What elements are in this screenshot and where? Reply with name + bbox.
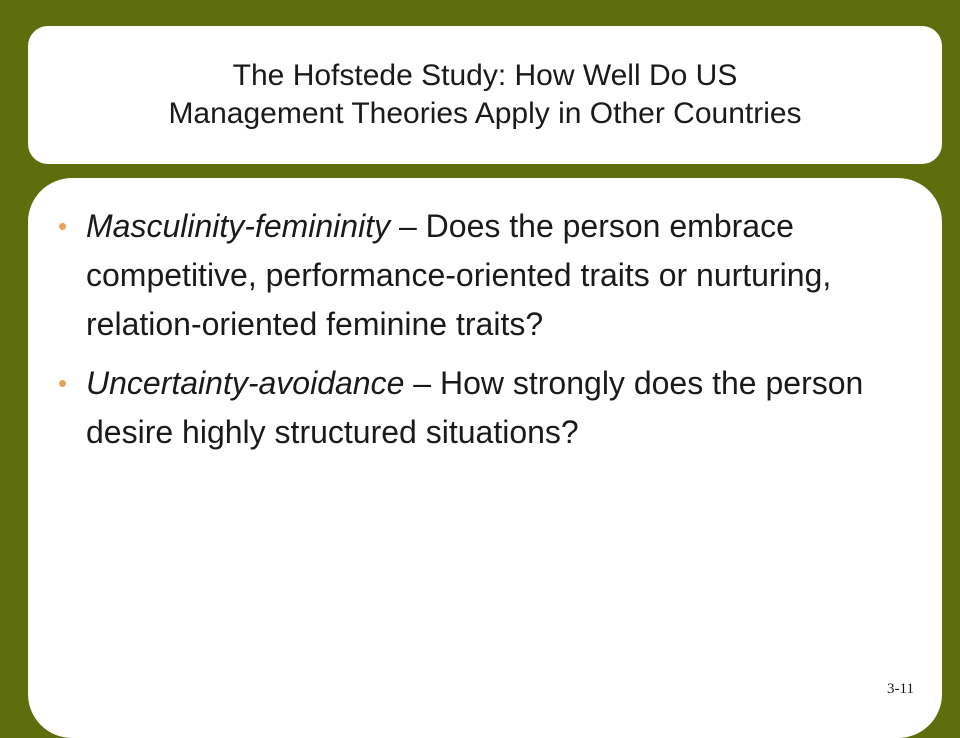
bullet-term: Masculinity-femininity [86, 208, 391, 244]
slide-title-line-1: The Hofstede Study: How Well Do US [232, 59, 738, 92]
bullet-item-masculinity-femininity [58, 202, 898, 349]
page-number: 3-11 [887, 681, 914, 697]
bullet-text: – Does the person embrace competitive, performance-oriented traits or nurturing, relation-oriented feminine traits? [86, 208, 832, 342]
bullet-icon: • [58, 368, 68, 398]
bullet-text: – How strongly does the person desire highly structured situations? [86, 365, 864, 450]
bullet-item-uncertainty-avoidance [58, 359, 898, 457]
bullet-icon: • [58, 211, 68, 241]
bullet-list [58, 202, 898, 467]
title-panel [28, 26, 942, 164]
slide-title-line-2: Management Theories Apply in Other Countries [168, 97, 802, 130]
content-panel [28, 178, 942, 738]
bullet-term: Uncertainty-avoidance [86, 365, 405, 401]
